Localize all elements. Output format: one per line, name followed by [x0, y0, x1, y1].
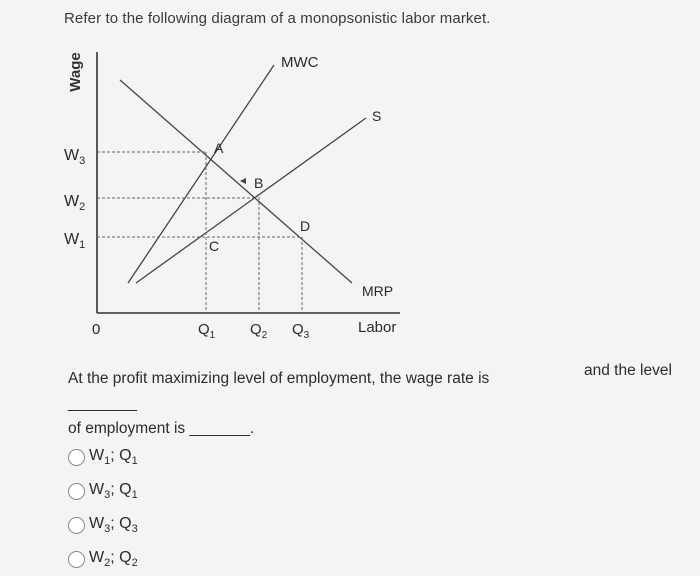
radio-button[interactable] [68, 483, 85, 500]
w1-label: $W_1$ [64, 231, 86, 251]
b-arrow-icon [240, 178, 246, 184]
w3-label: $W_3$ [64, 147, 86, 167]
supply-curve [136, 118, 366, 283]
origin-label: 0 [92, 321, 101, 338]
option-w2-q2[interactable] [68, 542, 138, 576]
page-title: Refer to the following diagram of a monopsonistic labor market. [64, 10, 491, 27]
supply-label: S [372, 108, 382, 124]
mwc-label: MWC [281, 54, 319, 71]
answer-blank-2: _______. [189, 420, 255, 437]
option-label: $W_1$; $Q_1$ [89, 446, 138, 468]
radio-button[interactable] [68, 551, 85, 568]
option-w1-q1[interactable] [68, 440, 138, 474]
y-axis-label: Wage [67, 52, 84, 92]
point-b-label: B [254, 175, 264, 191]
option-label: $W_3$; $Q_3$ [89, 514, 138, 536]
answer-blank-1: ________ [68, 395, 137, 412]
radio-button[interactable] [68, 517, 85, 534]
mwc-curve [128, 65, 274, 283]
radio-button[interactable] [68, 449, 85, 466]
point-d-label: D [300, 218, 311, 234]
q2-label: $Q_2$ [250, 321, 268, 341]
option-label: $W_2$; $Q_2$ [89, 548, 138, 570]
question-part-1: At the profit maximizing level of employment, the wage rate is [68, 370, 490, 387]
option-w3-q3[interactable] [68, 508, 138, 542]
point-a-label: A [214, 140, 224, 156]
option-w3-q1[interactable] [68, 474, 138, 508]
mrp-curve [120, 80, 352, 283]
mrp-label: MRP [362, 283, 394, 299]
point-c-label: C [209, 238, 220, 254]
question-part-2: and the level [584, 362, 672, 379]
question-text [68, 366, 518, 441]
q1-label: $Q_1$ [198, 321, 216, 341]
answer-options [68, 440, 138, 576]
x-axis-label: Labor [358, 319, 397, 336]
q3-label: $Q_3$ [292, 321, 310, 341]
question-part-3: of employment is [68, 420, 186, 437]
w2-label: $W_2$ [64, 193, 86, 213]
option-label: $W_3$; $Q_1$ [89, 480, 138, 502]
